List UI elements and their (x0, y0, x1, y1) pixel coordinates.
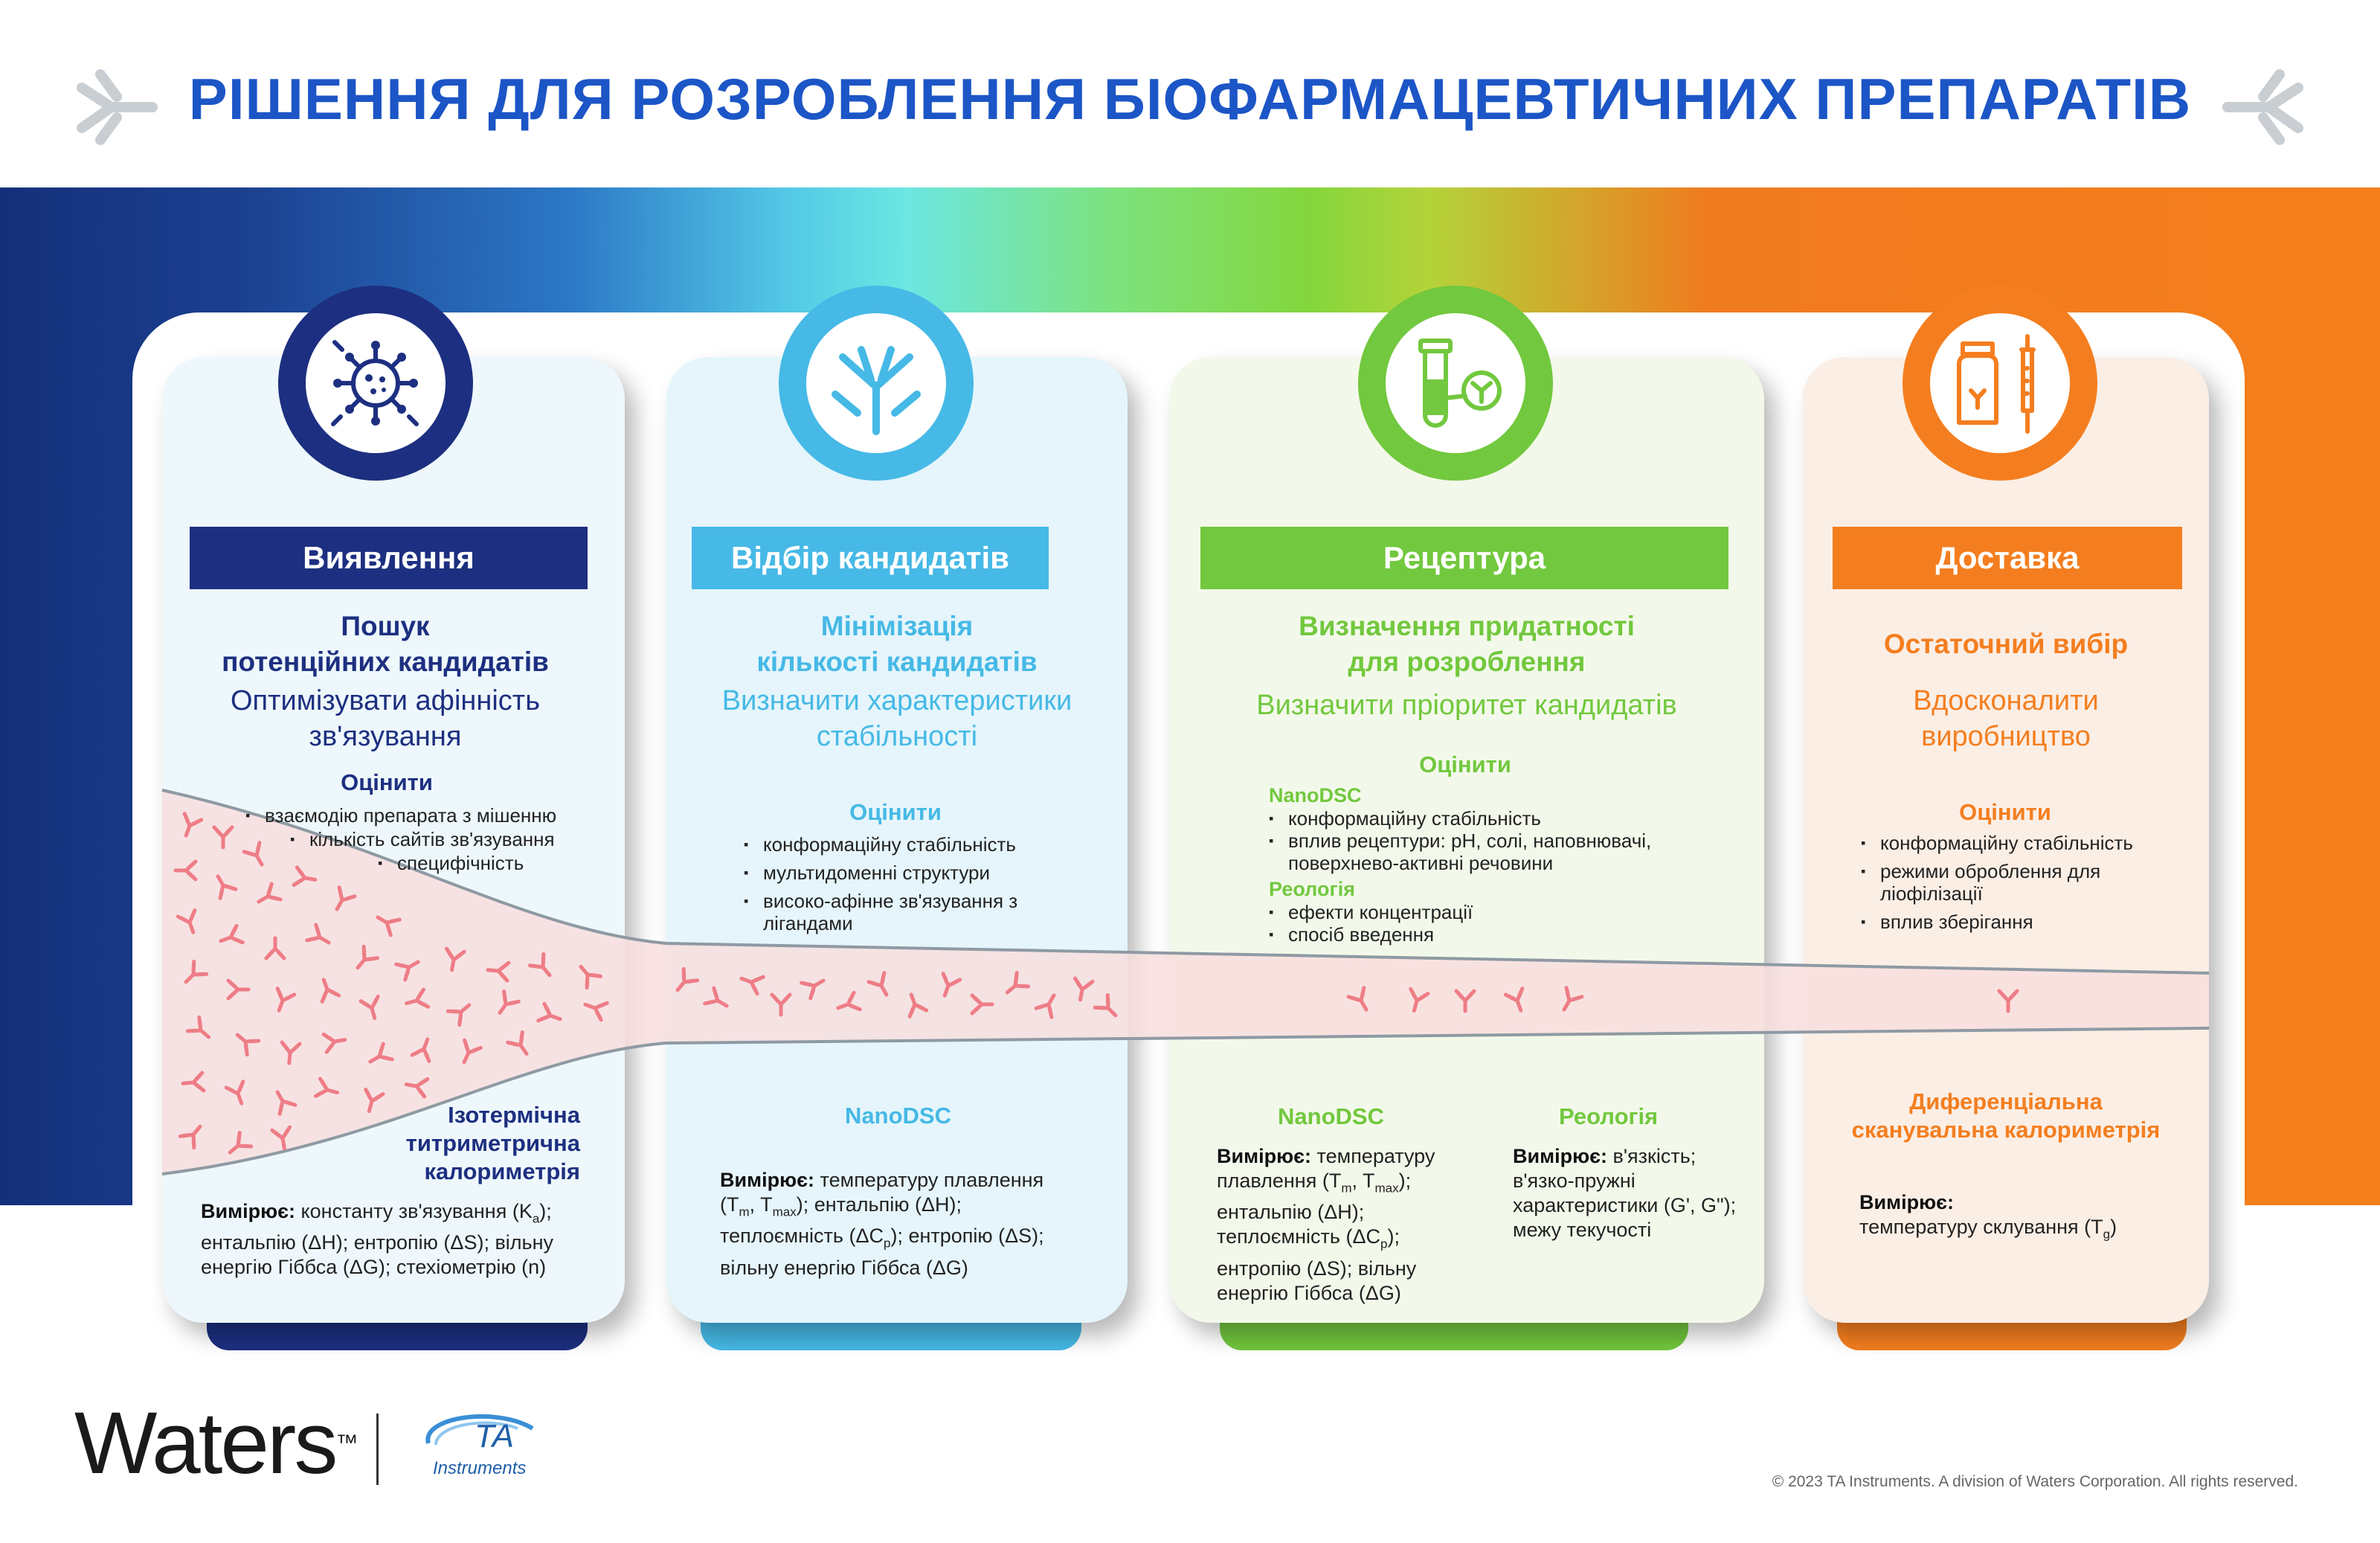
selection-technique: NanoDSC (845, 1103, 951, 1129)
formulation-group-nanodsc: NanoDSC ▪ конформаційну стабільність ▪ вплив рецептури: pH, солі, наповнювачі, поверхнево-активні речовини (1269, 784, 1685, 874)
delivery-bullet: ▪ вплив зберігання (1861, 911, 2181, 933)
discovery-bullet: ▪ взаємодію препарата з мішенню (245, 803, 617, 827)
waters-logo: Waters™ (74, 1394, 358, 1492)
discovery-bullet: ▪ специфічність (378, 851, 617, 875)
selection-subtitle: Мінімізація кількості кандидатів (756, 611, 1038, 677)
formulation-bullet: ▪ конформаційну стабільність (1269, 807, 1685, 830)
delivery-technique: Диференціальна сканувальна калориметрія (1851, 1088, 2161, 1143)
formulation-technique-rheology: Реологія (1559, 1103, 1659, 1129)
stage-header-selection: Відбір кандидатів (692, 527, 1049, 589)
formulation-group-rheology: Реологія ▪ ефекти концентрації ▪ спосіб введення (1269, 878, 1685, 946)
discovery-technique: Ізотермічна титриметрична калориметрія (405, 1102, 580, 1184)
delivery-bullet: ▪ конформаційну стабільність (1861, 832, 2181, 854)
icon-circle-formulation (1358, 286, 1553, 481)
icon-circle-delivery (1903, 286, 2097, 481)
formulation-measures-nanodsc: Вимірює: температуру плавлення ($T_m$, $T_{max}$); ентальпію (ΔH); теплоємність $(\Delta C_p)$; ентропію (ΔS); вільну енергію Гіббса (ΔG) (1217, 1145, 1435, 1304)
formulation-bullet: ▪ ефекти концентрації (1269, 901, 1685, 923)
selection-bullet: ▪ конформаційну стабільність (744, 833, 1071, 856)
page-title: РІШЕННЯ ДЛЯ РОЗРОБЛЕННЯ БІОФАРМАЦЕВТИЧНИХ ПРЕПАРАТІВ (188, 66, 2192, 132)
ta-instruments-logo: TA Instruments (406, 1399, 555, 1488)
formulation-technique-nanodsc: NanoDSC (1278, 1103, 1384, 1129)
discovery-subtitle: Пошук потенційних кандидатів (222, 611, 549, 677)
delivery-assess-label: Оцінити (1959, 799, 2051, 825)
stage-header-formulation: Рецептура (1200, 527, 1728, 589)
selection-goal: Визначити характеристики стабільності (721, 685, 1072, 752)
selection-measures: Вимірює: температуру плавлення ($T_m$, $T_{max}$); ентальпію (ΔH); теплоємність $(\Delta C_p)$; ентропію (ΔS); вільну енергію Гіббса (ΔG) (720, 1169, 1044, 1279)
formulation-bullet: ▪ спосіб введення (1269, 923, 1685, 946)
virus-icon (320, 327, 431, 439)
formulation-goal: Визначити пріоритет кандидатів (1256, 690, 1677, 721)
icon-circle-selection (779, 286, 974, 481)
delivery-measures: Вимірює: температуру склування $(T_g)$ (1859, 1191, 2117, 1242)
discovery-goal: Оптимізувати афінність зв'язування (230, 685, 541, 752)
antibody-icon (820, 327, 932, 439)
formulation-measures-rheology: Вимірює: в'язкість; в'язко-пружні характеристики (G', G"); межу текучості (1513, 1145, 1737, 1241)
stage-header-delivery: Доставка (1833, 527, 2182, 589)
discovery-bullets (245, 803, 617, 875)
delivery-bullet: ▪ режими оброблення для ліофілізації (1861, 860, 2181, 905)
discovery-assess-label: Оцінити (341, 769, 433, 795)
selection-bullet: ▪ мультидоменні структури (744, 862, 1071, 884)
formulation-bullet: ▪ вплив рецептури: pH, солі, наповнювачі, поверхнево-активні речовини (1269, 830, 1685, 874)
formulation-assess-label: Оцінити (1419, 751, 1511, 777)
discovery-measures: Вимірює: константу зв'язування $(K_a)$; ентальпію (ΔH); ентропію (ΔS); вільну енергію Гіббса (ΔG); стехіометрію (n) (201, 1200, 554, 1279)
delivery-goal: Вдосконалити виробництво (1913, 685, 2099, 752)
selection-bullet: ▪ високо-афінне зв'язування з лігандами (744, 890, 1071, 934)
copyright: © 2023 TA Instruments. A division of Waters Corporation. All rights reserved. (1772, 1473, 2298, 1490)
formulation-subtitle: Визначення придатності для розроблення (1299, 611, 1635, 677)
delivery-bullets (1861, 832, 2181, 933)
vial-syringe-icon (1944, 327, 2056, 439)
selection-bullets (744, 833, 1071, 934)
icon-circle-discovery (278, 286, 473, 481)
stage-header-discovery: Виявлення (190, 527, 588, 589)
discovery-bullet: ▪ кількість сайтів зв'язування (290, 827, 617, 851)
test-tube-icon (1400, 327, 1511, 439)
delivery-subtitle: Остаточний вибір (1883, 629, 2129, 659)
logo-divider (376, 1414, 379, 1485)
selection-assess-label: Оцінити (849, 799, 942, 825)
